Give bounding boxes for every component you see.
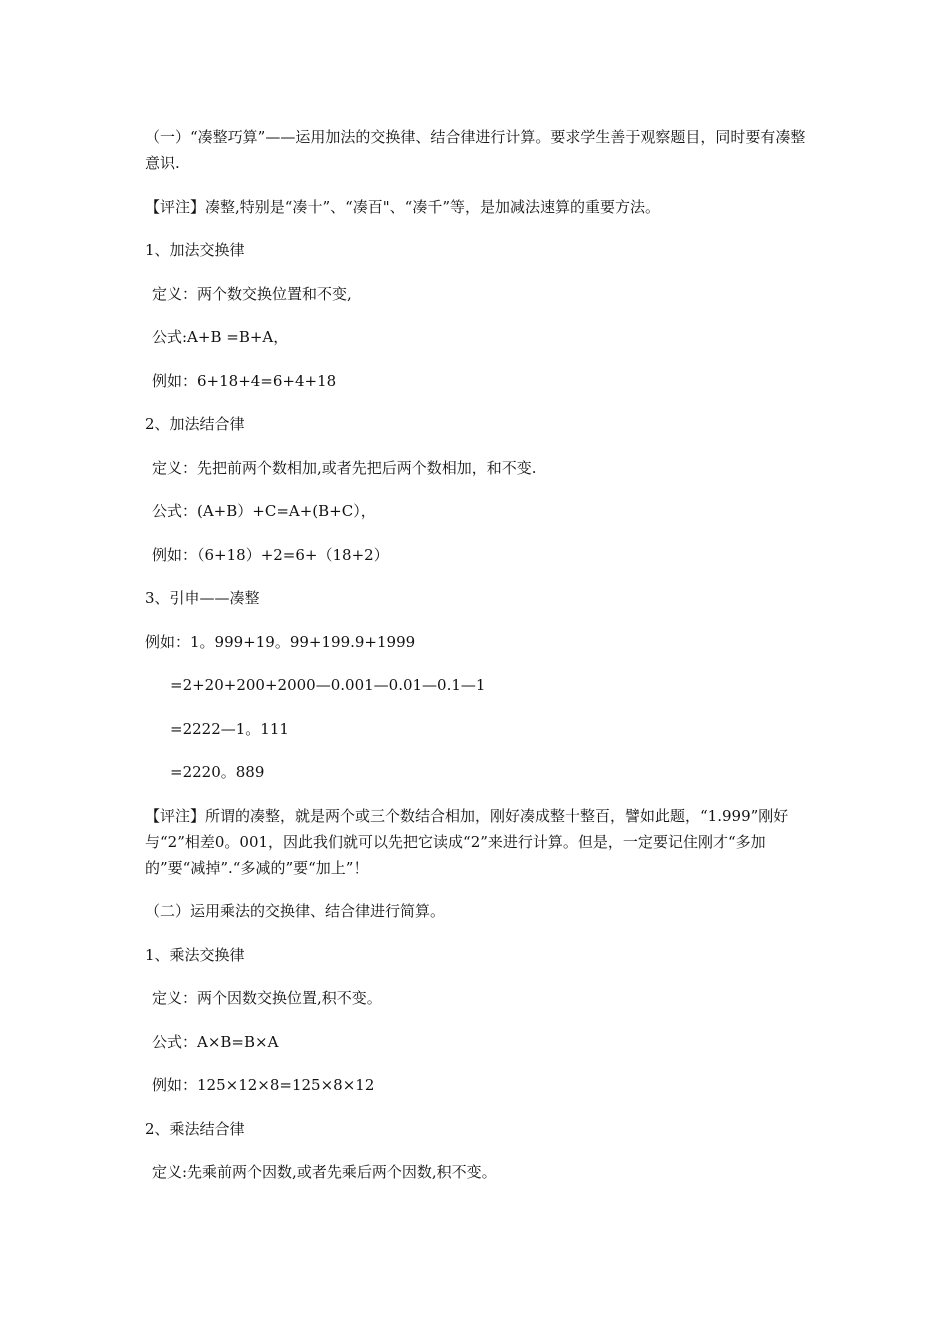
subheading-addition-associative: 2、加法结合律	[145, 415, 245, 433]
definition-line: 定义：先把前两个数相加,或者先把后两个数相加，和不变.	[152, 458, 537, 477]
definition-line: 定义：两个因数交换位置,积不变。	[152, 989, 382, 1007]
definition-line: 定义：两个数交换位置和不变,	[152, 284, 352, 303]
subheading-addition-commutative: 1、加法交换律	[145, 241, 245, 259]
formula-line: 公式:A+B =B+A，	[152, 328, 289, 346]
calculation-step: =2220。889	[170, 763, 265, 781]
example-line: 例如：1。999+19。99+199.9+1999	[145, 632, 416, 651]
example-line: 例如：125×12×8=125×8×12	[152, 1076, 375, 1094]
formula-line: 公式：(A+B）+C=A+(B+C），	[152, 502, 376, 520]
example-line: 例如：6+18+4=6+4+18	[152, 371, 337, 390]
subheading-multiplication-commutative: 1、乘法交换律	[145, 945, 245, 964]
note-paragraph: 【评注】凑整,特别是“凑十”、“凑百"、“凑千”等，是加减法速算的重要方法。	[145, 197, 661, 216]
example-line: 例如：（6+18）+2=6+（18+2）	[152, 545, 389, 564]
section-heading-multiplication: （二）运用乘法的交换律、结合律进行简算。	[145, 902, 446, 920]
subheading-extension-rounding: 3、引申——凑整	[145, 589, 260, 607]
definition-line: 定义:先乘前两个因数,或者先乘后两个因数,积不变。	[152, 1163, 497, 1181]
note-paragraph: 【评注】所谓的凑整，就是两个或三个数结合相加，刚好凑成整十整百，譬如此题，“1.999”刚好与“2”相差0。001，因此我们就可以先把它读成“2”来进行计算。但是，一定要记住刚才“多加的”要“减掉”.“多减的”要“加上”！	[145, 806, 789, 877]
calculation-step: =2+20+200+2000—0.001—0.01—0.1—1	[170, 676, 486, 694]
section-heading-addition-rounding: （一）“凑整巧算”——运用加法的交换律、结合律进行计算。要求学生善于观察题目，同时要有凑整意识.	[145, 128, 806, 172]
document-body	[145, 124, 810, 1203]
calculation-step: =2222—1。111	[170, 719, 289, 738]
subheading-multiplication-associative: 2、乘法结合律	[145, 1119, 245, 1138]
formula-line: 公式：A×B=B×A	[152, 1032, 279, 1051]
